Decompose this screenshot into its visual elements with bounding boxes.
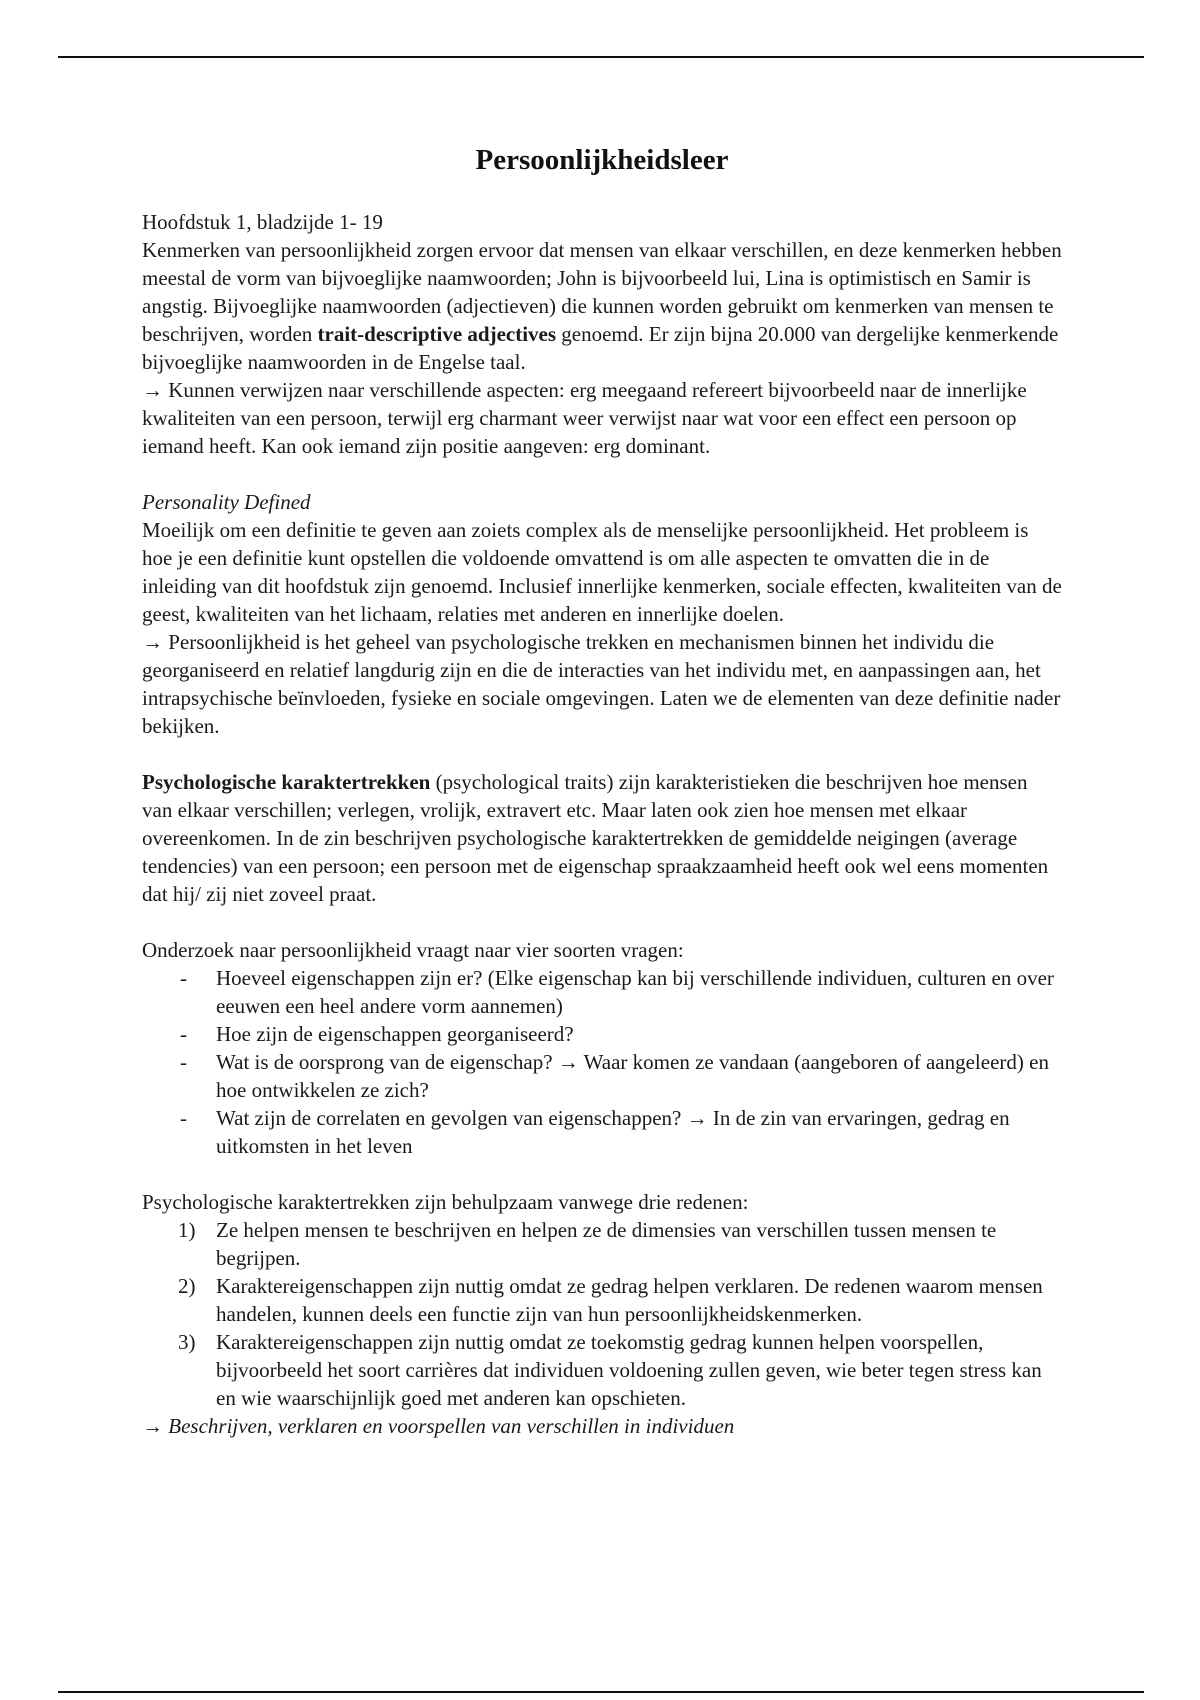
trait-descriptive-adjectives-term: trait-descriptive adjectives bbox=[317, 322, 557, 346]
definition-arrow-note bbox=[142, 628, 1062, 740]
list-item: 3) Karaktereigenschappen zijn nuttig omdat ze toekomstig gedrag kunnen helpen voorspellen, bijvoorbeeld het soort carrières dat individuen voldoening zullen geven, wie beter tegen stress kan en wie waarschijnlijk goed met anderen kan opschieten. bbox=[178, 1330, 1042, 1410]
dash-marker: - bbox=[180, 1050, 187, 1074]
number-marker: 1) bbox=[178, 1218, 196, 1242]
dash-marker: - bbox=[180, 966, 187, 990]
intro-section bbox=[142, 208, 1062, 460]
traits-section bbox=[142, 768, 1062, 908]
number-marker: 3) bbox=[178, 1330, 196, 1354]
intro-text-1: Kenmerken van persoonlijkheid zorgen ervoor dat mensen van elkaar verschillen, en deze kenmerken hebben meestal de vorm van bijvoeglijke naamwoorden; John is bijvoorbeeld lui, Lina is optimistisch en Samir is angstig. Bijvoeglijke naamwoorden (adjectieven) die kunnen worden gebruikt om kenmerken van mensen te beschrijven, worden bbox=[142, 238, 1062, 346]
top-rule bbox=[58, 56, 1144, 58]
traits-paragraph bbox=[142, 768, 1062, 908]
list-item: - Wat zijn de correlaten en gevolgen van eigenschappen? → In de zin van ervaringen, gedrag en uitkomsten in het leven bbox=[180, 1106, 1010, 1158]
traits-text: (psychological traits) zijn karakteristieken die beschrijven hoe mensen van elkaar verschillen; verlegen, vrolijk, extravert etc. Maar laten ook zien hoe mensen met elkaar overeenkomen. In de zin beschrijven psychologische karaktertrekken de gemiddelde neigingen (average tendencies) van een persoon; een persoon met de eigenschap spraakzaamheid heeft ook wel eens momenten dat hij/ zij niet zoveel praat. bbox=[142, 770, 1049, 906]
number-marker: 2) bbox=[178, 1274, 196, 1298]
reasons-list bbox=[142, 1216, 1062, 1412]
personality-defined-section bbox=[142, 488, 1062, 740]
conclusion-text: Beschrijven, verklaren en voorspellen van verschillen in individuen bbox=[163, 1414, 735, 1438]
intro-paragraph bbox=[142, 236, 1062, 376]
list-item: - Hoeveel eigenschappen zijn er? (Elke eigenschap kan bij verschillende individuen, culturen en over eeuwen een heel andere vorm aannemen) bbox=[180, 966, 1054, 1018]
document-page bbox=[142, 140, 1062, 1440]
reasons-conclusion bbox=[142, 1412, 1062, 1440]
questions-list bbox=[142, 964, 1062, 1160]
bottom-rule bbox=[58, 1691, 1144, 1693]
intro-arrow-text: Kunnen verwijzen naar verschillende aspecten: erg meegaand refereert bijvoorbeeld naar de innerlijke kwaliteiten van een persoon, terwijl erg charmant weer verwijst naar wat voor een effect een persoon op iemand heeft. Kan ook iemand zijn positie aangeven: erg dominant. bbox=[142, 378, 1027, 458]
arrow-icon: → bbox=[142, 378, 163, 402]
intro-arrow-note bbox=[142, 376, 1062, 460]
list-item: - Wat is de oorsprong van de eigenschap? → Waar komen ze vandaan (aangeboren of aangeleerd) en hoe ontwikkelen ze zich? bbox=[180, 1050, 1049, 1102]
arrow-icon: → bbox=[142, 630, 163, 654]
reasons-section bbox=[142, 1188, 1062, 1440]
section-heading: Personality Defined bbox=[142, 490, 311, 514]
chapter-reference: Hoofdstuk 1, bladzijde 1- 19 bbox=[142, 210, 383, 234]
reasons-intro: Psychologische karaktertrekken zijn behulpzaam vanwege drie redenen: bbox=[142, 1190, 749, 1214]
list-item: 1) Ze helpen mensen te beschrijven en helpen ze de dimensies van verschillen tussen mensen te begrijpen. bbox=[178, 1218, 997, 1270]
arrow-icon: → bbox=[142, 1414, 163, 1438]
list-item: - Hoe zijn de eigenschappen georganiseerd? bbox=[180, 1022, 574, 1046]
questions-section bbox=[142, 936, 1062, 1160]
psychological-traits-term: Psychologische karaktertrekken bbox=[142, 770, 431, 794]
questions-intro: Onderzoek naar persoonlijkheid vraagt naar vier soorten vragen: bbox=[142, 938, 684, 962]
definition-paragraph: Moeilijk om een definitie te geven aan zoiets complex als de menselijke persoonlijkheid. Het probleem is hoe je een definitie kunt opstellen die voldoende omvattend is om alle aspecten te omvatten die in de inleiding van dit hoofdstuk zijn genoemd. Inclusief innerlijke kenmerken, sociale effecten, kwaliteiten van de geest, kwaliteiten van het lichaam, relaties met anderen en innerlijke doelen. bbox=[142, 518, 1062, 626]
dash-marker: - bbox=[180, 1106, 187, 1130]
document-title: Persoonlijkheidsleer bbox=[475, 144, 729, 176]
intro-text-2: genoemd. Er zijn bijna 20.000 van dergelijke kenmerkende bijvoeglijke naamwoorden in de Engelse taal. bbox=[142, 322, 1059, 374]
dash-marker: - bbox=[180, 1022, 187, 1046]
definition-arrow-text: Persoonlijkheid is het geheel van psychologische trekken en mechanismen binnen het individu die georganiseerd en relatief langdurig zijn en die de interacties van het individu met, en aanpassingen aan, het intrapsychische beïnvloeden, fysieke en sociale omgevingen. Laten we de elementen van deze definitie nader bekijken. bbox=[142, 630, 1061, 738]
list-item: 2) Karaktereigenschappen zijn nuttig omdat ze gedrag helpen verklaren. De redenen waarom mensen handelen, kunnen deels een functie zijn van hun persoonlijkheidskenmerken. bbox=[178, 1274, 1043, 1326]
